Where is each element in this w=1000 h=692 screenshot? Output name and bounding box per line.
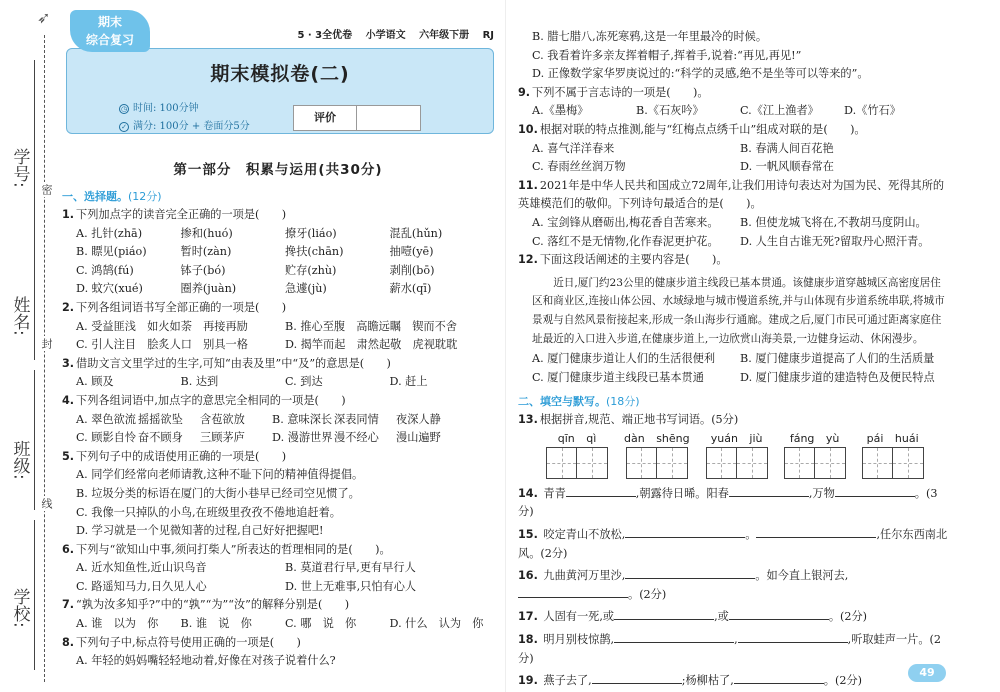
pinyin-word (784, 432, 846, 479)
section-heading-2: 二、填空与默写。(18分) (518, 395, 640, 409)
question-11 (518, 177, 948, 214)
question-12 (518, 251, 948, 270)
option[interactable]: B. 谁 说 你 (180, 617, 252, 631)
option[interactable]: C. 春雨丝丝润万物 (532, 160, 626, 174)
question-number: 7. (62, 598, 75, 612)
question-16: 16. 九曲黄河万里沙, 。如今直上银河去,。(2分) (518, 569, 849, 601)
options (62, 411, 494, 448)
student-id-label: 学号: (9, 148, 30, 188)
series-grade: 六年级下册 (419, 30, 470, 41)
page-number: 49 (908, 664, 946, 682)
option[interactable]: A. 宝剑锋从磨砺出,梅花香自苦寒来。 (532, 215, 719, 229)
question-number: 8. (62, 635, 75, 649)
question-number: 5. (62, 449, 75, 463)
evaluation-box (293, 105, 421, 131)
name-line (34, 210, 35, 360)
question-list-right (518, 84, 948, 270)
options (62, 615, 494, 634)
option[interactable]: A. 同学们经常向老师请教,这种不耻下问的精神值得提倡。 (76, 468, 364, 482)
writing-cells[interactable] (546, 447, 608, 479)
option[interactable]: 剥削(bō) (389, 263, 435, 277)
writing-cells[interactable] (706, 447, 768, 479)
pinyin-word (546, 432, 608, 479)
question-text: 下列句子中的成语使用正确的一项是( ) (76, 449, 287, 463)
blank[interactable] (625, 526, 745, 538)
question-7 (62, 596, 494, 615)
series-info (287, 26, 494, 41)
question-14: 14. 青青 ,朝露待日晞。阳春 ,万物 。(3分) (518, 486, 938, 519)
blank[interactable] (835, 485, 915, 497)
question-text: 下列加点字的读音完全正确的一项是( ) (76, 208, 287, 221)
option[interactable]: C. 落红不是无情物,化作春泥更护花。 (532, 234, 719, 248)
option[interactable]: B. 垃圾分类的标语在厦门的大街小巷早已经司空见惯了。 (76, 486, 360, 500)
series-brand: 5 · 3全优卷 (297, 30, 353, 41)
option[interactable]: 薪水(qī) (389, 282, 432, 296)
seal-feng: 封 (40, 338, 53, 349)
evaluation-label: 评价 (293, 105, 357, 131)
time-info: ◷ 时间: 100分钟 (120, 103, 199, 114)
option[interactable]: B. 推心至腹 高瞻远瞩 锲而不舍 (285, 319, 457, 333)
blank[interactable] (738, 631, 848, 643)
page-divider (505, 0, 506, 692)
cut-line (44, 35, 45, 682)
part-heading: 第一部分 积累与运用(共30分) (173, 162, 383, 178)
option[interactable]: C. 路遥知马力,日久见人心 (76, 579, 207, 593)
series-edition: RJ (482, 30, 494, 41)
question-6 (62, 541, 494, 560)
option[interactable]: C. 到达 (285, 375, 323, 389)
writing-cell[interactable] (547, 448, 577, 478)
option[interactable]: D. 揭竿而起 肃然起敬 虎视耽耽 (285, 338, 458, 352)
option[interactable]: 掺和(huó) (180, 226, 233, 240)
question-19: 19. 燕子去了, ;杨柳枯了, 。(2分) (518, 674, 863, 688)
question-1 (62, 206, 494, 225)
question-2 (62, 299, 494, 318)
option[interactable]: D. 漫游世界 (272, 431, 333, 445)
student-id-line (34, 60, 35, 210)
right-column (518, 28, 948, 691)
option[interactable]: D. 世上无难事,只怕有心人 (285, 579, 417, 593)
option[interactable]: A. 翠色欲流 (76, 412, 136, 426)
q8-continued-options (518, 28, 948, 84)
option[interactable]: D. 一帆风顺春常在 (740, 160, 834, 174)
series-subject: 小学语文 (365, 30, 406, 41)
option[interactable]: D. 厦门健康步道的建造特色及便民特点 (740, 370, 935, 384)
option[interactable]: 漫山遍野 (396, 431, 441, 445)
writing-cell[interactable] (893, 448, 923, 478)
question-number: 9. (518, 85, 531, 99)
question-number: 1. (62, 208, 75, 221)
school-label: 学校: (9, 588, 30, 628)
option[interactable]: A. 厦门健康步道让人们的生活很便利 (532, 352, 716, 366)
pinyin-word (624, 432, 690, 479)
question-15: 15. 咬定青山不放松, 。 ,任尔东西南北风。(2分) (518, 528, 948, 560)
pinyin-label: pái huái (866, 431, 919, 445)
blank[interactable] (756, 526, 876, 538)
option[interactable]: A. 近水知鱼性,近山识鸟音 (76, 561, 207, 575)
blank[interactable] (518, 586, 628, 598)
option[interactable]: A. 谁 以为 你 (76, 617, 159, 631)
question-8 (62, 634, 494, 653)
question-3 (62, 355, 494, 374)
title-card (66, 48, 494, 134)
question-number: 3. (62, 356, 75, 370)
options (518, 214, 948, 251)
option[interactable]: B. 腊七腊八,冻死寒鸦,这是一年里最冷的时候。 (532, 30, 768, 43)
option[interactable]: 混乱(hǔn) (389, 226, 443, 240)
pinyin-label: qīn qì (557, 431, 597, 445)
writing-cells[interactable] (626, 447, 688, 479)
question-17: 17. 人固有一死,或 ,或 。(2分) (518, 610, 868, 624)
tag-line-2: 综合复习 (85, 33, 134, 47)
pinyin-label: dàn shēng (624, 431, 690, 445)
question-text: 下列不属于言志诗的一项是( )。 (532, 85, 709, 99)
option[interactable]: 抽噎(yē) (389, 245, 434, 259)
question-9 (518, 84, 948, 103)
writing-cell[interactable] (577, 448, 607, 478)
score-info: ✓ 满分: 100分 + 卷面分5分 (119, 117, 250, 132)
question-13: 13. 根据拼音,规范、端正地书写词语。(5分) (518, 413, 739, 427)
option[interactable]: 摇摇欲坠 (138, 412, 183, 426)
writing-cells[interactable] (784, 447, 846, 479)
blank[interactable] (614, 631, 734, 643)
question-text: 下列与“欲知山中事,须问打柴人”所表达的哲理相同的是( )。 (76, 542, 391, 556)
left-column (62, 8, 494, 671)
question-10 (518, 121, 948, 140)
seal-xian: 线 (40, 498, 53, 509)
option[interactable]: B. 厦门健康步道提高了人们的生活质量 (740, 352, 935, 366)
question-number: 11. (518, 178, 538, 192)
option[interactable]: C. 引人注目 脍炙人口 别具一格 (76, 338, 248, 352)
writing-cell[interactable] (627, 448, 657, 478)
rocket-icon: ➶ (37, 8, 51, 27)
name-field[interactable] (6, 296, 34, 336)
option[interactable]: 搀扶(chān) (285, 245, 344, 259)
class-label: 班级: (9, 440, 30, 480)
writing-cell[interactable] (707, 448, 737, 478)
option[interactable]: A. 喜气洋洋春来 (532, 141, 615, 155)
option[interactable]: C. 厦门健康步道主线段已基本贯通 (532, 370, 704, 384)
writing-cell[interactable] (737, 448, 767, 478)
blank[interactable] (729, 485, 809, 497)
option[interactable]: D.《竹石》 (844, 104, 901, 118)
student-id-field[interactable] (6, 148, 34, 188)
reading-passage: 近日,厦门约23公里的健康步道主线段已基本贯通。该健康步道穿越城区高密度居住区和商业区,连接山体公园、水域绿地与城市慢道系统,并与山体现有步道系统串联,将城市景观与自然风景衔接起来,形成一条山海步行通廊。建成之后,厦门市民可通过距离家庭住址最近的入口进入步道,在健康步道上,一边欣赏山海美景,一边健身运动、休闲漫步。 (532, 276, 945, 345)
question-number: 4. (62, 393, 75, 407)
options (62, 466, 494, 540)
options (62, 318, 494, 355)
option[interactable]: 奋不顾身 (138, 431, 183, 445)
option[interactable]: D. 学习就是一个见微知著的过程,自己好好把握吧! (76, 524, 324, 538)
clock-icon: ◷ (120, 104, 128, 113)
question-text: 下列句子中,标点符号使用正确的一项是( ) (76, 635, 301, 649)
pinyin-label: yuán jiù (710, 431, 763, 445)
option[interactable]: 贮存(zhù) (285, 263, 337, 277)
option[interactable]: D. 什么 认为 你 (389, 617, 484, 631)
option[interactable]: A. 顾及 (76, 375, 114, 389)
option[interactable]: C. 我像一只掉队的小鸟,在班级里孜孜不倦地追赶着。 (76, 505, 341, 519)
options (62, 373, 494, 392)
pinyin-word (706, 432, 768, 479)
option[interactable]: 撩牙(liáo) (285, 226, 337, 240)
option[interactable]: 漫不经心 (334, 431, 379, 445)
exam-banner (62, 8, 494, 134)
options (62, 559, 494, 596)
option[interactable]: C. 鸿鹄(fú) (76, 263, 134, 277)
question-4 (62, 392, 494, 411)
q12-options (518, 350, 948, 387)
blank[interactable] (614, 608, 714, 620)
option[interactable]: 钵子(bó) (180, 263, 226, 277)
writing-cells[interactable] (862, 447, 924, 479)
option[interactable]: C. 顾影自怜 (76, 431, 137, 445)
question-text: 下面这段话阐述的主要内容是( )。 (539, 253, 728, 267)
blank[interactable] (734, 672, 824, 684)
school-line (34, 520, 35, 670)
review-tag (70, 10, 150, 52)
name-label: 姓名: (9, 296, 30, 336)
options (62, 652, 494, 671)
option[interactable]: 夜深人静 (396, 412, 441, 426)
question-text: 根据对联的特点推测,能与“红梅点点绣千山”组成对联的是( )。 (539, 122, 866, 136)
options (518, 102, 948, 121)
question-text: 下列各组词语中,加点字的意思完全相同的一项是( ) (76, 393, 346, 407)
option[interactable]: 深表同情 (334, 412, 379, 426)
options (518, 140, 948, 177)
blank[interactable] (729, 608, 829, 620)
writing-cell[interactable] (785, 448, 815, 478)
class-field[interactable] (6, 440, 34, 480)
option[interactable]: B.《石灰吟》 (636, 104, 704, 118)
option[interactable]: C. 哪 说 你 (285, 617, 357, 631)
question-text: 借助文言文里学过的生字,可知“由表及里”中“及”的意思是( ) (76, 356, 391, 370)
question-list (62, 206, 494, 671)
pinyin-word (862, 432, 924, 479)
option[interactable]: B. 春满人间百花艳 (740, 141, 834, 155)
option[interactable]: D. 人生自古谁无死?留取丹心照汗青。 (740, 234, 930, 248)
blank[interactable] (625, 567, 755, 579)
pinyin-label: fáng yù (789, 431, 840, 445)
option[interactable]: 暂时(zàn) (180, 245, 232, 259)
question-number: 6. (62, 542, 75, 556)
option[interactable]: D. 蚊穴(xué) (76, 282, 143, 296)
writing-cell[interactable] (815, 448, 845, 478)
question-5 (62, 448, 494, 467)
pinyin-writing-grid (518, 432, 948, 479)
evaluation-value[interactable] (357, 105, 421, 131)
option[interactable]: D. 赶上 (389, 375, 428, 389)
exam-title: 期末模拟卷(二) (210, 63, 350, 85)
option[interactable]: 急遽(jù) (285, 282, 327, 296)
tag-line-1: 期末 (97, 15, 122, 29)
option[interactable]: B. 莫道君行早,更有早行人 (285, 561, 416, 575)
question-18: 18. 明月别枝惊鹊, , ,听取蛙声一片。(2分) (518, 633, 941, 665)
blank[interactable] (592, 672, 682, 684)
option[interactable]: 圈养(juàn) (180, 282, 237, 296)
school-field[interactable] (6, 588, 34, 628)
option[interactable]: 含苞欲放 (200, 412, 245, 426)
class-line (34, 370, 35, 510)
question-text: 下列各组词语书写全部正确的一项是( ) (76, 300, 287, 314)
question-text: “孰为汝多知乎?”中的“孰”“为”“汝”的解释分别是( ) (76, 598, 350, 612)
option[interactable]: A.《墨梅》 (532, 104, 589, 118)
option[interactable]: 三顾茅庐 (200, 431, 245, 445)
option[interactable]: B. 达到 (180, 375, 219, 389)
seal-mi: 密 (40, 184, 53, 195)
option[interactable]: B. 瞟见(piáo) (76, 245, 147, 259)
blank[interactable] (566, 485, 636, 497)
writing-cell[interactable] (863, 448, 893, 478)
option[interactable]: C.《江上渔者》 (740, 104, 819, 118)
question-number: 10. (518, 122, 538, 136)
option[interactable]: D. 正像数学家华罗庚说过的:“科学的灵感,绝不是坐等可以等来的”。 (532, 67, 869, 81)
option[interactable]: A. 受益匪浅 如火如荼 再接再励 (76, 319, 248, 333)
option[interactable]: B. 意味深长 (272, 412, 333, 426)
options (62, 225, 494, 299)
option[interactable]: A. 扎针(zhā) (76, 226, 143, 240)
question-number: 2. (62, 300, 75, 314)
check-icon: ✓ (119, 122, 129, 132)
option[interactable]: A. 年轻的妈妈嘴轻轻地动着,好像在对孩子说着什么? (76, 654, 336, 668)
writing-cell[interactable] (657, 448, 687, 478)
question-text: 2021年是中华人民共和国成立72周年,让我们用诗句表达对为国为民、死得其所的英雄模范们的敬仰。下列诗句最适合的是( )。 (518, 178, 945, 211)
binding-margin (0, 0, 60, 692)
option[interactable]: C. 我看着许多亲友挥着帽子,挥着手,说着:“再见,再见!” (532, 48, 802, 62)
section-heading: 一、选择题。(12分) (62, 190, 162, 203)
question-number: 12. (518, 253, 538, 267)
option[interactable]: B. 但使龙城飞将在,不教胡马度阴山。 (740, 215, 927, 229)
